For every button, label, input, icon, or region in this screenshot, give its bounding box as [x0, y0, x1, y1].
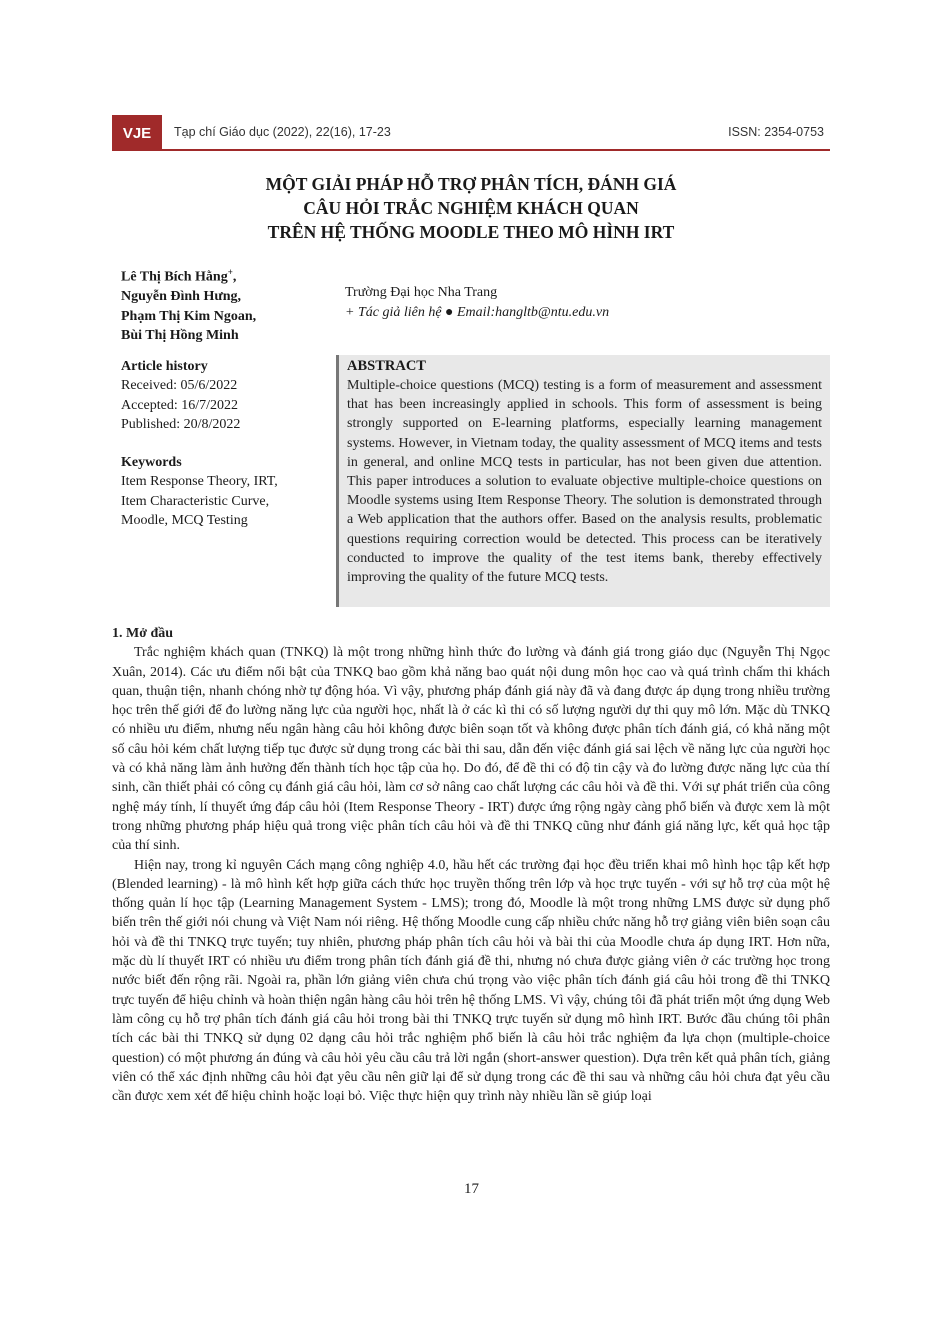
article-body: [112, 624, 830, 1106]
received-date: Received: 05/6/2022: [121, 378, 238, 394]
page-number: 17: [464, 1181, 479, 1197]
keywords-heading: Keywords: [121, 455, 182, 471]
accepted-date: Accepted: 16/7/2022: [121, 397, 239, 413]
author-1: [121, 263, 256, 287]
author-4: Bùi Thị Hồng Minh: [121, 328, 239, 344]
keywords-line-1: Item Response Theory, IRT,: [121, 474, 278, 490]
keywords-line-3: Moodle, MCQ Testing: [121, 513, 248, 529]
journal-citation: Tạp chí Giáo dục (2022), 22(16), 17-23: [174, 125, 391, 139]
journal-logo: VJE: [112, 115, 162, 151]
article-history-heading: Article history: [121, 359, 208, 374]
abstract-box: [336, 355, 830, 607]
published-date: Published: 20/8/2022: [121, 416, 241, 432]
paragraph-1: Trắc nghiệm khách quan (TNKQ) là một trong những hình thức đo lường và đánh giá trong giáo dục (Nguyễn Thị Ngọc Xuân, 2014). Các ưu điểm nổi bật của TNKQ bao gồm khả năng bao quát nội dung môn học cao và quá trình chấm thi khách quan, thuận tiện, nhanh chóng nhờ tự động hóa. Vì vậy, phương pháp đánh giá này đã và đang được áp dụng trong nhiều trường học trên thế giới để đo lường năng lực của người học, nhất là ở các kì thi có số lượng người dự thi quy mô lớn. Mặc dù TNKQ có nhiều ưu điểm, nhưng nếu ngân hàng câu hỏi không được biên soạn tốt và không được phân tích đánh giá, có khả năng một số câu hỏi kém chất lượng tiếp tục được sử dụng trong các bài thi sau, dẫn đến việc đánh giá sai lệch về năng lực của người học và có khả năng làm ảnh hưởng đến thành tích học tập của họ. Do đó, để đề thi có độ tin cậy và đo lường được năng lực của thí sinh, cần thiết phải có công cụ đánh giá câu hỏi, làm cơ sở nâng cao chất lượng các câu hỏi và đề thi. Với sự phát triển của công nghệ máy tính, lí thuyết ứng đáp câu hỏi (Item Response Theory - IRT) được ứng rộng ngày càng phổ biến và được xem là một trong những phương pháp hiệu quả trong việc phân tích câu hỏi và đề thi TNKQ cũng như đánh giá năng lực, kết quả học tập của thí sinh.: [112, 645, 830, 854]
institution: Trường Đại học Nha Trang: [345, 285, 498, 300]
title-line-3: TRÊN HỆ THỐNG MOODLE THEO MÔ HÌNH IRT: [267, 222, 675, 242]
article-sidebar: [121, 357, 321, 530]
title-line-2: CÂU HỎI TRẮC NGHIỆM KHÁCH QUAN: [303, 198, 639, 218]
journal-header: [112, 113, 830, 151]
corresponding-author-note: + Tác giả liên hệ ● Email:hangltb@ntu.edu.vn: [345, 304, 610, 320]
paragraph-2: Hiện nay, trong kỉ nguyên Cách mạng công nghiệp 4.0, hầu hết các trường đại học đều triển khai mô hình học tập kết hợp (Blended learning) - là mô hình kết hợp giữa cách thức học truyền thống trên lớp và học trực tuyến - với sự hỗ trợ của một hệ thống quản lí học tập (Learning Management System - LMS); trong đó, Moodle là một trong những LMS được sử dụng phổ biến trên thế giới nói chung và Việt Nam nói riêng. Hệ thống Moodle cung cấp nhiều chức năng hỗ trợ giảng viên biên soạn câu hỏi và đề thi TNKQ trực tuyến; tuy nhiên, phương pháp phân tích câu hỏi và bài thi của Moodle chưa áp dụng IRT. Hơn nữa, mặc dù lí thuyết IRT có nhiều ưu điểm trong phân tích đánh giá đề thi, nhưng nó chưa được giảng viên ở các trường học trong nước biết đến rộng rãi. Ngoài ra, phần lớn giảng viên chưa chú trọng vào việc phân tích đánh giá câu hỏi trong đề thi TNKQ trực tuyến để hiệu chỉnh và hoàn thiện ngân hàng câu hỏi trên hệ thống LMS. Vì vậy, chúng tôi đã phát triển một ứng dụng Web làm công cụ hỗ trợ phân tích đánh giá câu hỏi trong bài thi TNKQ trực tuyến sử dụng mô hình IRT. Bước đầu chúng tôi phân tích các bài thi TNKQ sử dụng 02 dạng câu hỏi trắc nghiệm phổ biến là câu hỏi trắc nghiệm đa lựa chọn (multiple-choice question) có một phương án đúng và câu hỏi yêu cầu câu trả lời ngắn (short-answer question). Dựa trên kết quả phân tích, giảng viên có thể xác định những câu hỏi đạt yêu cầu nên giữ lại để sử dụng trong các đề thi sau và những câu hỏi chưa đạt yêu cầu cần được xem xét để hiệu chỉnh hoặc loại bỏ. Việc thực hiện quy trình này nhiều lần sẽ giúp loại: [112, 857, 830, 1105]
title-line-1: MỘT GIẢI PHÁP HỖ TRỢ PHÂN TÍCH, ĐÁNH GIÁ: [265, 174, 677, 194]
abstract-heading: ABSTRACT: [347, 358, 426, 374]
author-2: Nguyễn Đình Hưng,: [121, 289, 242, 305]
author-list: [121, 263, 256, 346]
affiliation: [345, 283, 609, 322]
article-title: [112, 172, 830, 244]
issn: ISSN: 2354-0753: [728, 125, 824, 139]
corresponding-mark: +: [227, 267, 233, 277]
keywords-line-2: Item Characteristic Curve,: [121, 493, 270, 509]
author-3: Phạm Thị Kim Ngoan,: [121, 308, 257, 324]
abstract-text: Multiple-choice questions (MCQ) testing is a form of measurement and assessment that has been increasingly applied in schools. This form of assessment is being strongly supported on E-learning platforms, especially learning management systems. However, in Vietnam today, the quality assessment of MCQ items and tests in general, and online MCQ tests in particular, has not been given due attention. This paper introduces a solution to evaluate objective multiple-choice questions on Moodle systems using Item Response Theory. The solution is demonstrated through a Web application that the authors offer. Based on the analysis results, problematic questions requiring correction would be detected. This process can be iteratively conducted to improve the quality of the test items bank, thereby effectively improving the quality of the future MCQ tests.: [347, 378, 822, 586]
author-1-comma: ,: [232, 269, 237, 285]
section-heading-intro: 1. Mở đầu: [112, 626, 174, 641]
author-1-name: Lê Thị Bích Hằng: [121, 269, 228, 285]
